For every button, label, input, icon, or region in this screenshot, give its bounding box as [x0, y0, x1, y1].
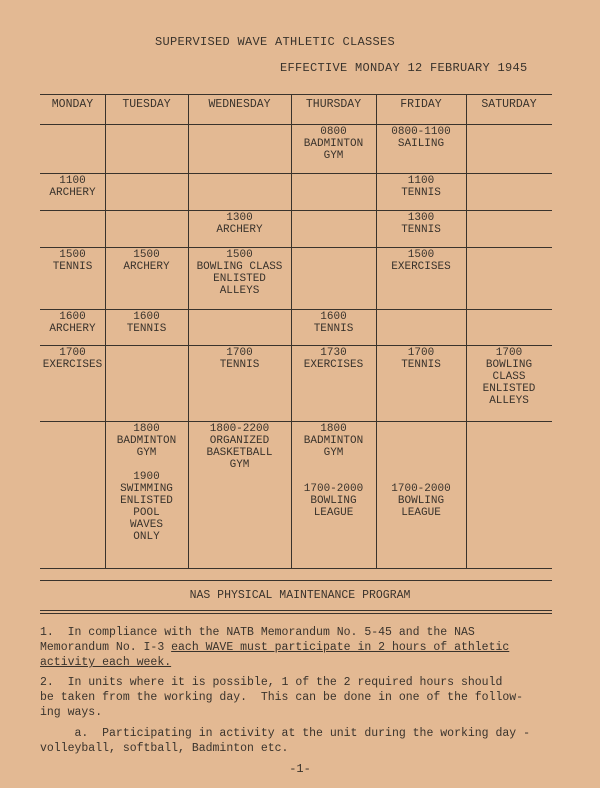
- schedule-cell: 1600 ARCHERY: [49, 311, 96, 335]
- schedule-cell: 1700 TENNIS: [219, 347, 260, 371]
- schedule-cell: 1500 ARCHERY: [123, 249, 170, 273]
- schedule-cell: 1700-2000 BOWLING LEAGUE: [391, 483, 451, 519]
- table-rule: [40, 309, 552, 310]
- paragraph-a-line-1: a. Participating in activity at the unit during the working day -: [40, 727, 530, 740]
- section-title: NAS PHYSICAL MAINTENANCE PROGRAM: [189, 589, 411, 602]
- schedule-cell: 1100 ARCHERY: [49, 175, 96, 199]
- day-header: WEDNESDAY: [208, 98, 271, 111]
- paragraph-a-line-2: volleyball, softball, Badminton etc.: [40, 742, 289, 755]
- schedule-cell: 1700 EXERCISES: [42, 347, 103, 371]
- day-header: MONDAY: [51, 98, 94, 111]
- table-rule: [40, 568, 552, 569]
- schedule-cell: 1300 TENNIS: [401, 212, 441, 236]
- paragraph-1-line-2: Memorandum No. I-3 each WAVE must participate in 2 hours of athletic: [40, 641, 510, 654]
- schedule-cell: 1800 BADMINTON GYM 1900 SWIMMING ENLISTED POOL WAVES ONLY: [116, 423, 177, 543]
- section-rule: [40, 613, 552, 614]
- table-rule: [40, 345, 552, 346]
- table-rule: [40, 124, 552, 125]
- schedule-cell: 1800 BADMINTON GYM 1700-2000 BOWLING LEAGUE: [303, 423, 364, 519]
- column-rule: [466, 94, 467, 568]
- table-rule: [40, 421, 552, 422]
- paragraph-1-line-1: 1. In compliance with the NATB Memorandum No. 5-45 and the NAS: [40, 626, 475, 639]
- underlined-requirement-end: activity each week.: [40, 656, 172, 669]
- day-header: FRIDAY: [400, 98, 442, 111]
- schedule-cell: 0800 BADMINTON GYM: [303, 126, 364, 162]
- column-rule: [188, 94, 189, 568]
- schedule-cell: 1700 BOWLING CLASS ENLISTED ALLEYS: [482, 347, 536, 407]
- schedule-cell: 1500 BOWLING CLASS ENLISTED ALLEYS: [196, 249, 283, 297]
- page-number: -1-: [289, 762, 311, 776]
- paragraph-2-line-1: 2. In units where it is possible, 1 of the 2 required hours should: [40, 676, 503, 689]
- schedule-cell: 0800-1100 SAILING: [391, 126, 451, 150]
- document-title: SUPERVISED WAVE ATHLETIC CLASSES: [154, 35, 396, 49]
- schedule-cell: 1500 EXERCISES: [391, 249, 451, 273]
- schedule-cell: 1600 TENNIS: [313, 311, 354, 335]
- paragraph-2-line-2: be taken from the working day. This can be done in one of the follow-: [40, 691, 524, 704]
- table-rule: [40, 247, 552, 248]
- table-rule: [40, 580, 552, 581]
- schedule-cell: 1100 TENNIS: [401, 175, 441, 199]
- table-rule: [40, 210, 552, 211]
- table-rule: [40, 173, 552, 174]
- schedule-cell: 1600 TENNIS: [126, 311, 167, 335]
- section-rule: [40, 610, 552, 611]
- underlined-requirement: each WAVE must participate in 2 hours of athletic: [171, 641, 510, 654]
- schedule-cell: 1300 ARCHERY: [216, 212, 263, 236]
- table-rule: [40, 94, 552, 95]
- paragraph-2-line-3: ing ways.: [40, 706, 103, 719]
- day-header: SATURDAY: [481, 98, 537, 111]
- effective-date: EFFECTIVE MONDAY 12 FEBRUARY 1945: [280, 61, 528, 75]
- day-header: TUESDAY: [122, 98, 171, 111]
- paragraph-1-line-3: [40, 655, 570, 670]
- schedule-cell: 1700 TENNIS: [401, 347, 441, 371]
- schedule-cell: 1500 TENNIS: [52, 249, 93, 273]
- schedule-cell: 1800-2200 ORGANIZED BASKETBALL GYM: [206, 423, 273, 471]
- day-header: THURSDAY: [305, 98, 362, 111]
- schedule-cell: 1730 EXERCISES: [303, 347, 364, 371]
